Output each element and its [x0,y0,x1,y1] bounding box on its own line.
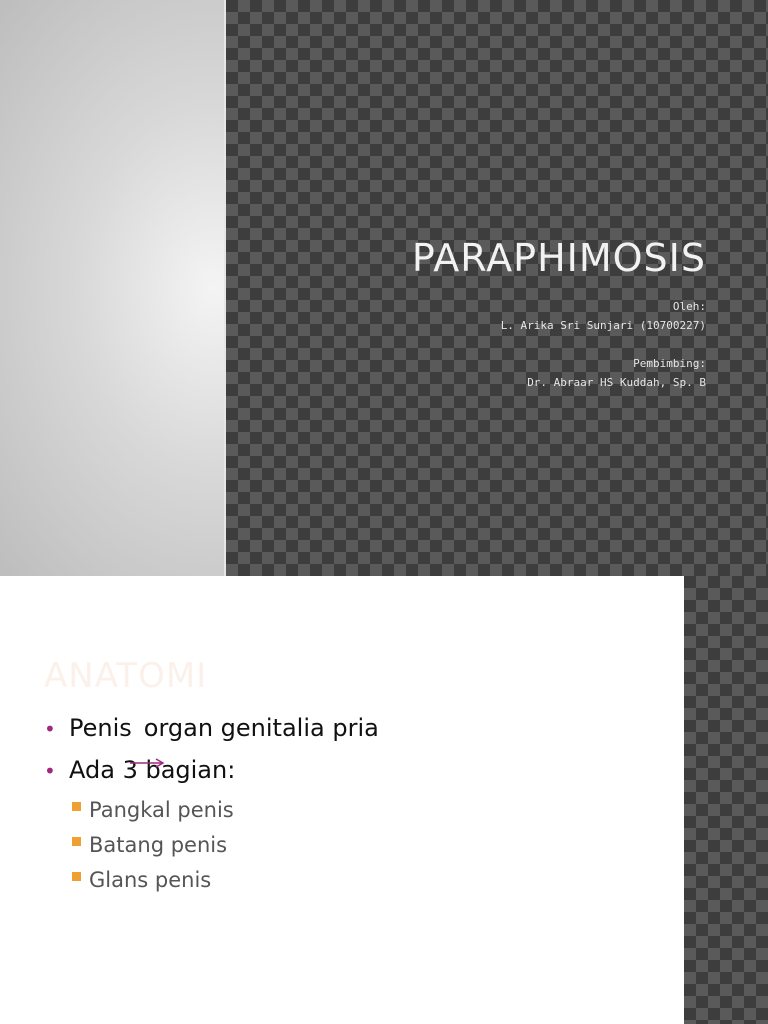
slide-heading: ANATOMI [44,656,208,696]
slide-title: PARAPHIMOSIS [411,236,706,280]
sub-bullet-item [72,798,379,833]
anatomy-slide [0,576,768,1024]
bullet-item [44,714,379,756]
bullet-dot-icon: • [44,717,56,741]
author-name: L. Arika Sri Sunjari (10700227) [500,319,706,332]
sub-bullet-item [72,833,379,868]
sub-bullet-text: Pangkal penis [89,798,234,822]
title-slide-pattern-panel [226,0,768,576]
bullet-text-organ: organ genitalia pria [143,714,379,742]
sub-bullet-text: Glans penis [89,868,212,892]
supervisor-name: Dr. Abraar HS Kuddah, Sp. B [527,376,706,389]
square-bullet-icon [72,837,81,846]
sub-bullet-text: Batang penis [89,833,228,857]
bullet-item [44,756,379,798]
square-bullet-icon [72,872,81,881]
pattern-strip [684,576,768,1024]
bullet-text: Ada 3 bagian: [69,756,236,784]
square-bullet-icon [72,802,81,811]
title-slide-left-panel [0,0,226,576]
bullet-dot-icon: • [44,759,56,783]
bullet-list [44,714,379,903]
author-label: Oleh: [672,300,706,313]
sub-bullet-item [72,868,379,903]
supervisor-label: Pembimbing: [633,357,706,370]
slide-subtitle [501,297,706,392]
bullet-text-penis: Penis [69,714,132,742]
